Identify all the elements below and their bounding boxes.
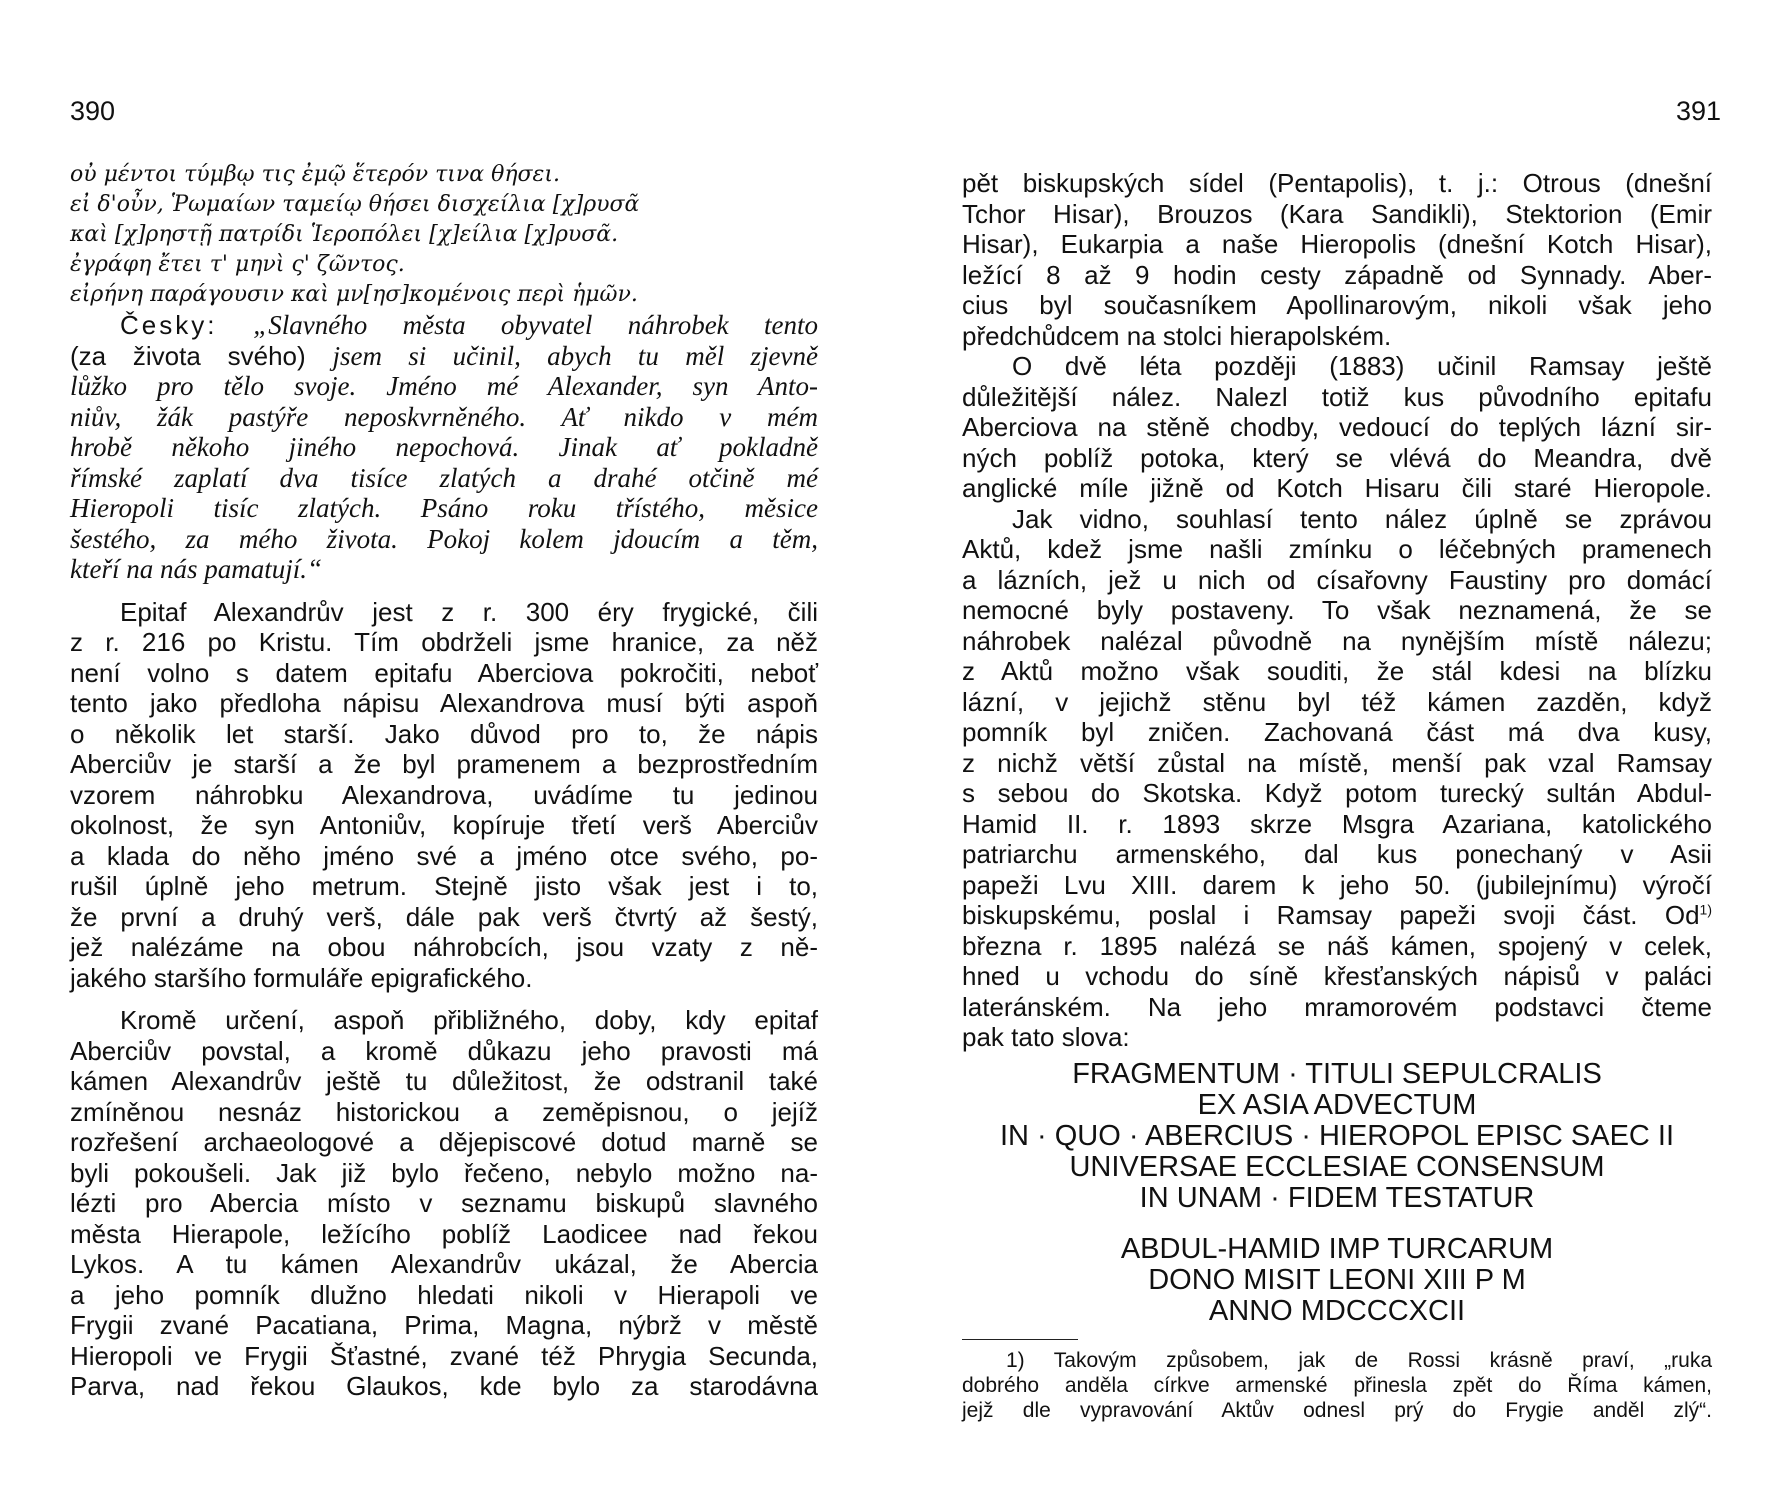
- footnote-line: dobrého anděla církve armenské přinesla zpět do Říma kámen,: [962, 1373, 1712, 1397]
- translation-line: šestého, za mého života. Pokoj kolem jdoucím a těm,: [70, 523, 818, 554]
- text-line: nemocné byly postaveny. To však neznamená, že se: [962, 595, 1712, 625]
- translation-line: Hieropoli tisíc zlatých. Psáno roku třístého, měsice: [70, 493, 818, 523]
- text-line: tento jako předloha nápisu Alexandrova musí býti aspoň: [70, 688, 818, 718]
- greek-line: εἰ δ'οὖν, Ῥωμαίων ταμείῳ θήσει δισχείλια [χ]ρυσᾶ: [70, 192, 640, 217]
- inscription-line: FRAGMENTUM · TITULI SEPULCRALIS: [1072, 1057, 1602, 1090]
- text-line: Hieropoli ve Frygii Šťastné, zvané též Phrygia Secunda,: [70, 1340, 818, 1371]
- text-line: Tchor Hisar), Brouzos (Kara Sandikli), Stektorion (Emir: [962, 198, 1712, 229]
- text-line: z r. 216 po Kristu. Tím obdrželi jsme hranice, za něž: [70, 627, 818, 657]
- text-line: lézti pro Abercia místo v seznamu biskupů slavného: [70, 1188, 818, 1218]
- text-line: pomník byl zničen. Zachovaná část má dva kusy,: [962, 717, 1712, 747]
- translation-line: lůžko pro tělo svoje. Jméno mé Alexander, syn Anto-: [70, 371, 818, 401]
- footnote-line: 1) Takovým způsobem, jak de Rossi krásně praví, „ruka: [1006, 1348, 1712, 1372]
- text-line: o několik let starší. Jako důvod pro to, že nápis: [70, 718, 818, 749]
- inscription-line: UNIVERSAE ECCLESIAE CONSENSUM: [1069, 1150, 1605, 1183]
- page-number-left: 390: [70, 96, 116, 126]
- paragraph: [70, 597, 818, 994]
- right-page-text: [962, 168, 1712, 1423]
- translation-line: Česky: „Slavného města obyvatel náhrobek tento: [120, 310, 818, 340]
- czech-translation: [70, 310, 818, 585]
- footnote-line: jejž dle vypravování Aktův odnesl prý do Frygie anděl zlý“.: [962, 1398, 1712, 1422]
- text-line: předchůdcem na stolci hierapolském.: [962, 320, 1392, 351]
- text-line: lateránském. Na jeho mramorovém podstavci čteme: [962, 991, 1712, 1022]
- text-line: rušil úplně jeho metrum. Stejně jisto však jest i to,: [70, 871, 818, 901]
- text-line: a jeho pomník dlužno hledati nikoli v Hierapoli ve: [70, 1279, 818, 1310]
- text-line: z nichž větší zůstal na místě, menší pak vzal Ramsay: [962, 747, 1712, 778]
- text-line: Kromě určení, aspoň přibližného, doby, kdy epitaf: [120, 1005, 818, 1035]
- text-line: rozřešení archaeologové a dějepiscové dotud marně se: [70, 1127, 818, 1157]
- translation-line: niův, žák pastýře neposkvrněného. Ať nikdo v mém: [70, 401, 818, 432]
- text-line: Jak vidno, souhlasí tento nález úplně se zprávou: [1012, 503, 1712, 534]
- text-line: jakého staršího formuláře epigrafického.: [70, 962, 533, 993]
- text-line: ných poblíž potoka, který se vlévá do Meandra, dvě: [962, 442, 1712, 473]
- text-line: s sebou do Skotska. Když potom turecký sultán Abdul-: [962, 778, 1712, 808]
- translation-line: římské zaplatí dva tisíce zlatých a drahé otčině mé: [70, 462, 818, 493]
- text-line: a lázních, jež u nich od císařovny Faustiny pro domácí: [962, 564, 1712, 595]
- text-line: anglické míle jižně od Kotch Hisaru čili staré Hieropole.: [962, 473, 1712, 503]
- text-line: náhrobek nalézal původně na nynějším místě nálezu;: [962, 625, 1712, 656]
- text-line: že první a druhý verš, dále pak verš čtvrtý až šestý,: [70, 901, 818, 932]
- translation-line: kteří na nás pamatují.“: [70, 554, 323, 584]
- text-line: března r. 1895 nalézá se náš kámen, spojený v celek,: [962, 930, 1712, 961]
- inscription-line: EX ASIA ADVECTUM: [1197, 1088, 1477, 1121]
- inscription-line: IN UNAM · FIDEM TESTATUR: [1139, 1181, 1535, 1214]
- text-line: Aberciův povstal, a kromě důkazu jeho pravosti má: [70, 1035, 818, 1066]
- translation-line: hrobě někoho jiného nepochová. Jinak ať pokladně: [70, 432, 818, 462]
- greek-line: εἰρήνη παράγουσιν καὶ μν[ησ]κομένοις περὶ ἡμῶν.: [70, 282, 638, 307]
- text-line: není volno s datem epitafu Aberciova pokročiti, neboť: [70, 657, 818, 688]
- text-line: hned u vchodu do síně křesťanských nápisů v paláci: [962, 961, 1712, 991]
- text-line: ležící 8 až 9 hodin cesty západně od Synnady. Aber-: [962, 259, 1712, 290]
- greek-line: οὐ μέντοι τύμβῳ τις ἐμῷ ἕτερόν τινα θήσει.: [70, 162, 560, 187]
- text-line: vzorem náhrobku Alexandrova, uvádíme tu jedinou: [70, 779, 818, 810]
- text-line: lázní, v jejichž stěnu byl též kámen zazděn, když: [962, 686, 1712, 717]
- left-page-text: [70, 160, 818, 1402]
- text-line: pak tato slova:: [962, 1022, 1130, 1052]
- text-line: okolnost, že syn Antoniův, kopíruje třetí verš Aberciův: [70, 810, 818, 840]
- paragraph: [962, 351, 1712, 504]
- inscription-line: ABDUL-HAMID IMP TURCARUM: [1120, 1232, 1554, 1265]
- inscription-line: ANNO MDCCCXCII: [1208, 1294, 1466, 1327]
- text-line: biskupskému, poslal i Ramsay papeži svoji část. Od$^{1)}$: [962, 900, 1712, 930]
- text-line: kámen Alexandrův ještě tu důležitost, že odstranil také: [70, 1066, 818, 1096]
- inscription-line: DONO MISIT LEONI XIII P M: [1148, 1263, 1526, 1296]
- cesky-label: Česky:: [120, 310, 218, 340]
- text-line: důležitější nález. Nalezl totiž kus původního epitafu: [962, 381, 1712, 412]
- paragraph: [962, 168, 1712, 351]
- latin-inscription: [962, 1059, 1712, 1214]
- page-number-right: 391: [1676, 96, 1722, 126]
- greek-line: καὶ [χ]ρηστῇ πατρίδι Ἱεροπόλει [χ]είλια [χ]ρυσᾶ.: [70, 222, 619, 247]
- translation-paren: (za života svého): [70, 340, 306, 371]
- text-line: zmíněnou nesnáz historickou a zeměpisnou, o jejíž: [70, 1096, 818, 1127]
- text-line: Parva, nad řekou Glaukos, kde bylo za starodávna: [70, 1371, 818, 1401]
- text-line: města Hierapole, ležícího poblíž Laodicee nad řekou: [70, 1218, 818, 1249]
- text-line: Aberciův je starší a že byl pramenem a bezprostředním: [70, 749, 818, 779]
- text-line: Epitaf Alexandrův jest z r. 300 éry frygické, čili: [120, 596, 818, 627]
- translation-line: (za života svého) jsem si učinil, abych tu měl zjevně: [70, 340, 818, 371]
- text-line: Hisar), Eukarpia a naše Hieropolis (dnešní Kotch Hisar),: [962, 229, 1712, 259]
- text-line: cius byl současníkem Apollinarovým, nikoli však jeho: [962, 290, 1712, 320]
- text-line: patriarchu armenského, dal kus ponechaný v Asii: [962, 839, 1712, 869]
- text-line: jež nalézáme na obou náhrobcích, jsou vzaty z ně-: [70, 932, 818, 962]
- paragraph: [962, 504, 1712, 1053]
- paragraph: [70, 1005, 818, 1402]
- footnote-rule: [962, 1339, 1078, 1340]
- text-line: Hamid II. r. 1893 skrze Msgra Azariana, katolického: [962, 808, 1712, 839]
- inscription-line: IN · QUO · ABERCIUS · HIEROPOL EPISC SAEC II: [999, 1119, 1675, 1152]
- text-line: Lykos. A tu kámen Alexandrův ukázal, že Abercia: [70, 1249, 818, 1279]
- text-line: Aberciova na stěně chodby, vedoucí do teplých lázní sir-: [962, 412, 1712, 442]
- text-line: Aktů, kdež jsme našli zmínku o léčebných pramenech: [962, 534, 1712, 564]
- text-line: Frygii zvané Pacatiana, Prima, Magna, nýbrž v městě: [70, 1310, 818, 1340]
- greek-inscription: [70, 160, 818, 310]
- text-line: z Aktů možno však souditi, že stál kdesi na blízku: [962, 656, 1712, 686]
- footnote: [962, 1348, 1712, 1423]
- text-line: byli pokoušeli. Jak již bylo řečeno, nebylo možno na-: [70, 1157, 818, 1188]
- text-line: a klada do něho jméno své a jméno otce svého, po-: [70, 840, 818, 871]
- latin-inscription-dedication: [962, 1234, 1712, 1327]
- greek-line: ἐγράφη ἔτει τ' μηνὶ ς' ζῶντος.: [70, 252, 405, 277]
- text-line: pět biskupských sídel (Pentapolis), t. j.: Otrous (dnešní: [962, 168, 1712, 198]
- text-line: O dvě léta později (1883) učinil Ramsay ještě: [1012, 351, 1712, 381]
- text-line: papeži Lvu XIII. darem k jeho 50. (jubilejnímu) výročí: [962, 869, 1712, 900]
- footnote-ref: 1): [1699, 901, 1712, 918]
